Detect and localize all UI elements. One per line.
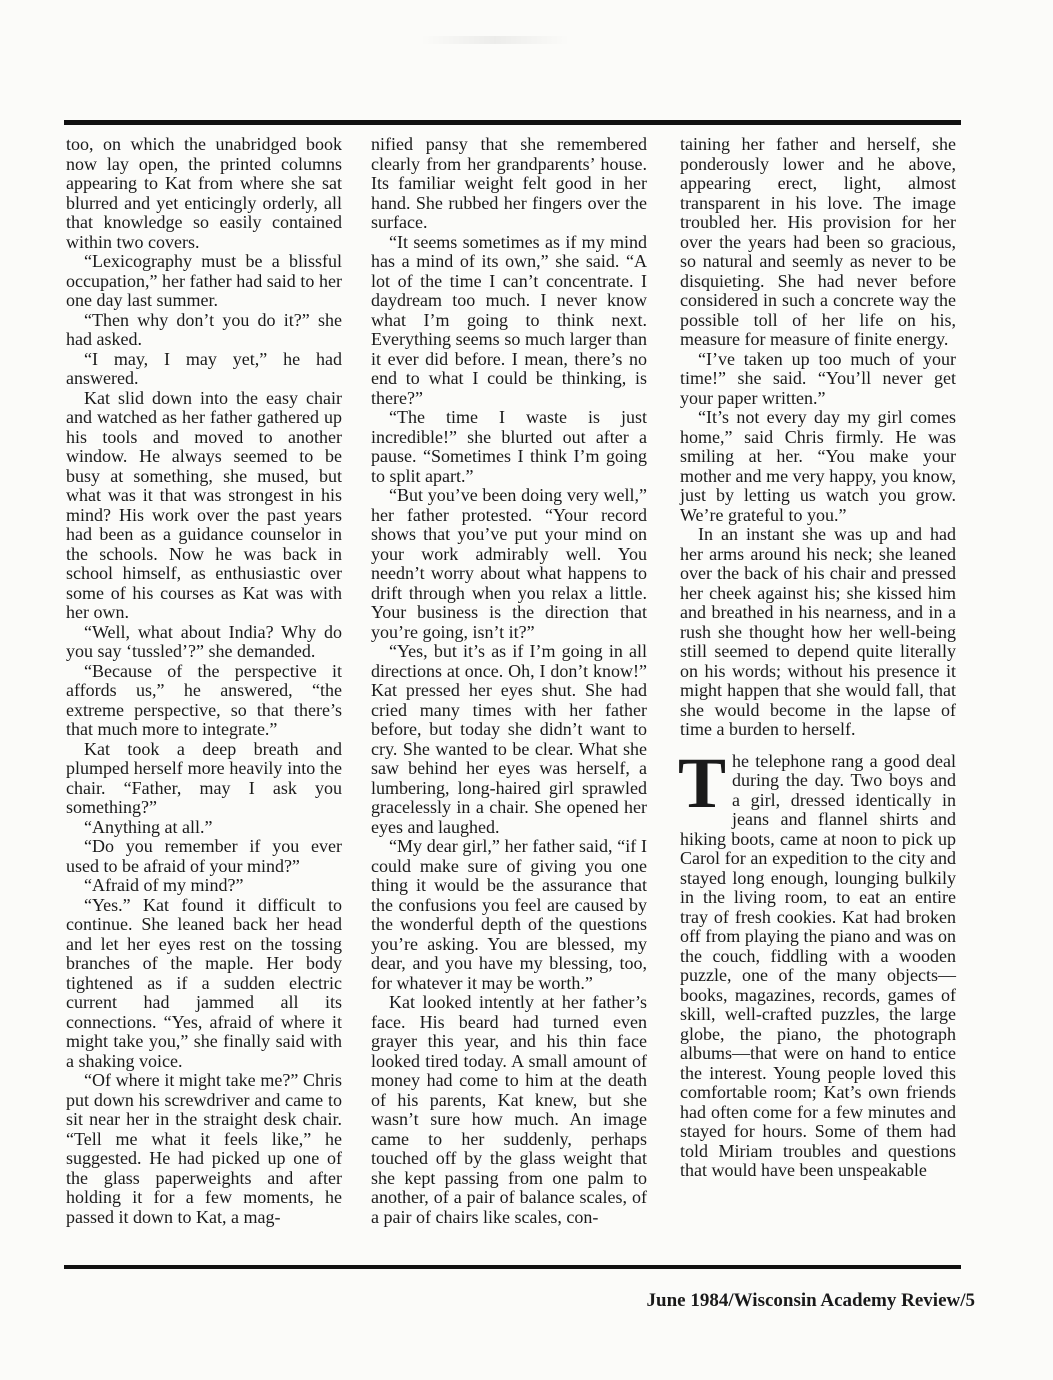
paragraph: “I’ve taken up too much of your time!” she said. “You’ll never get your paper written.” bbox=[680, 348, 956, 408]
paragraph: “Afraid of my mind?” bbox=[84, 875, 244, 895]
column-1 bbox=[66, 135, 342, 1227]
paragraph: “Lexicography must be a blissful occupation,” her father had said to her one day last summer. bbox=[66, 251, 342, 310]
paragraph: “Yes, but it’s as if I’m going in all directions at once. Oh, I don’t know!” Kat pressed her eyes shut. She had cried many times with her father before, but today she didn’t want to cry. She wanted to be clear. What she saw behind her eyes was herself, a lumbering, long-haired girl sprawled gracelessly in a chair. She opened her eyes and laughed. bbox=[371, 641, 647, 837]
paragraph: too, on which the unabridged book now lay open, the printed columns appearing to Kat from where she sat blurred and yet enticingly orderly, all that knowledge so easily contained within two covers. bbox=[66, 134, 342, 252]
column-3 bbox=[680, 135, 956, 1181]
paragraph: “I may, I may yet,” he had answered. bbox=[66, 348, 342, 388]
paragraph: Kat took a deep breath and plumped herself more heavily into the chair. “Father, may I ask you something?” bbox=[66, 738, 342, 817]
paragraph: In an instant she was up and had her arms around his neck; she leaned over the back of his chair and pressed her cheek against his; she kissed him and breathed in his nearness, and in a rush she thought how her well-being still seemed to depend quite literally on his words; without his presence it might happen that she would fall, that she would become in the lapse of time a burden to herself. bbox=[680, 524, 956, 739]
paragraph: nified pansy that she remembered clearly from her grandparents’ house. Its familiar weight felt good in her hand. She rubbed her fingers over the surface. bbox=[371, 134, 647, 232]
paragraph: “It seems sometimes as if my mind has a mind of its own,” she said. “A lot of the time I can’t concentrate. I daydream too much. I never know what I’m going to think next. Everything seems so much larger than it ever did before. I mean, there’s no end to what I could be thinking, is there?” bbox=[371, 231, 647, 408]
column-2 bbox=[371, 135, 647, 1227]
paragraph: Kat slid down into the easy chair and watched as her father gathered up his tools and moved to another window. He always seemed to be busy at something, she mused, but what was it that was strongest in his mind? His work over the past years had been as a guidance counselor in the schools. Now he was back in school himself, as enthusiastic over some of his courses as Kat was with her own. bbox=[66, 387, 342, 622]
paragraph: Kat looked intently at her father’s face. His beard had turned even grayer this year, and his thin face looked tired today. A small amount of money had come to him at the death of his parents, Kat knew, but she wasn’t sure how much. An image came to her suddenly, perhaps touched off by the glass weight that she kept passing from one palm to another, of a pair of balance scales, of a pair of chairs like scales, con- bbox=[371, 992, 647, 1227]
paragraph: “Then why don’t you do it?” she had asked. bbox=[66, 309, 342, 349]
page-footer: June 1984/Wisconsin Academy Review/5 bbox=[646, 1290, 975, 1311]
section-text: he telephone rang a good deal during the day. Two boys and a girl, dressed identically in jeans and flannel shirts and hiking boots, came at noon to pick up Carol for an expedition to the city and stayed long enough, lounging bulkily in the living room, to eat an entire tray of fresh cookies. Kat had broken off from playing the piano and was on the couch, fiddling with a wooden puzzle, one of the many objects—books, magazines, records, games of skill, well-crafted puzzles, the large globe, the piano, the photograph albums—that were on hand to entice the interest. Young people loved this comfortable room; Kat’s own friends had often come for a few minutes and stayed for hours. Some of them had told Miriam troubles and questions that would have been unspeakable bbox=[680, 750, 956, 1180]
paragraph: taining her father and herself, she ponderously lower and he above, appearing erect, light, almost transparent in his love. The image troubled her. His provision for her over the years had been so gracious, so natural and seemly as never to be disquieting. She had never before considered in such a concrete way the possible toll of her life on his, measure for measure of finite energy. bbox=[680, 134, 956, 349]
scan-smudge bbox=[420, 36, 570, 44]
paragraph: “It’s not every day my girl comes home,” said Chris firmly. He was smiling at her. “You make your mother and me very happy, you know, just by letting us watch you grow. We’re grateful to you.” bbox=[680, 407, 956, 525]
paragraph: “Of where it might take me?” Chris put down his screwdriver and came to sit near her in the straight desk chair. “Tell me what it feels like,” he suggested. He had picked up one of the glass paperweights and after holding it for a few moments, he passed it down to Kat, a mag- bbox=[66, 1070, 342, 1227]
paragraph: “Do you remember if you ever used to be afraid of your mind?” bbox=[66, 836, 342, 876]
paragraph: “The time I waste is just incredible!” she blurted out after a pause. “Sometimes I think I’m going to split apart.” bbox=[371, 407, 647, 486]
top-rule bbox=[64, 120, 961, 125]
drop-cap: T bbox=[678, 742, 727, 823]
bottom-rule bbox=[64, 1265, 961, 1269]
paragraph: “My dear girl,” her father said, “if I could make sure of giving you one thing it would be the assurance that the confusions you feel are caused by the wonderful depth of the questions you’re asking. You are blessed, my dear, and you have my blessing, too, for whatever it may be worth.” bbox=[371, 836, 647, 993]
paragraph: “Because of the perspective it affords us,” he answered, “the extreme perspective, so that there’s that much more to integrate.” bbox=[66, 660, 342, 739]
section-opening-paragraph bbox=[678, 742, 956, 1181]
paragraph: “But you’ve been doing very well,” her father protested. “Your record shows that you’ve put your mind on your work admirably well. You needn’t worry about what happens to drift through when you relax a little. Your business is the direction that you’re going, isn’t it?” bbox=[371, 485, 647, 642]
paragraph: “Yes.” Kat found it difficult to continue. She leaned back her head and let her eyes rest on the tossing branches of the maple. Her body tightened as if a sudden electric current had jammed all its connections. “Yes, afraid of where it might take you,” she finally said with a shaking voice. bbox=[66, 894, 342, 1071]
paragraph: “Well, what about India? Why do you say ‘tussled’?” she demanded. bbox=[66, 621, 342, 661]
paragraph: “Anything at all.” bbox=[84, 816, 213, 837]
